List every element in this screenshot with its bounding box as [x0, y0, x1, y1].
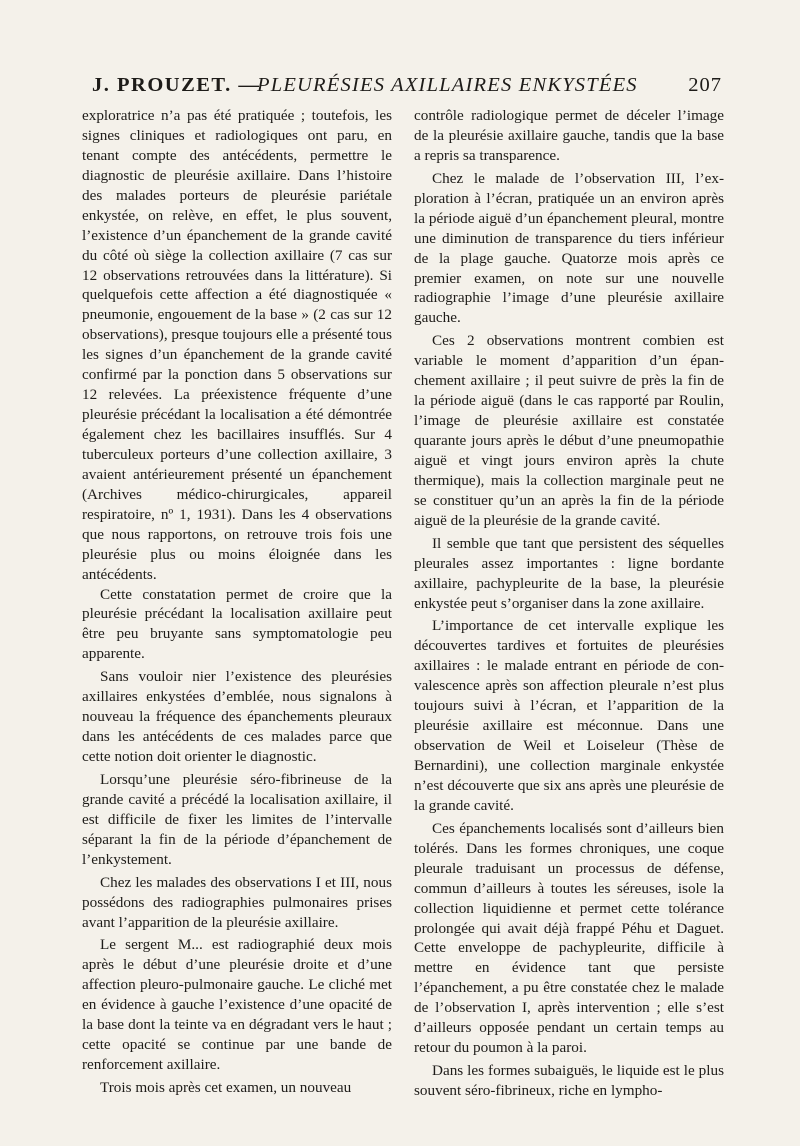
header-author: J. PROUZET. —: [92, 74, 261, 96]
paragraph: exploratrice n’a pas été pratiquée ; toutefois, les signes cliniques et radiologiques ont paru, en tenant compte des antécédents, permettre le diagnostic de pleurésie axillaire. Dans l’histoire des malades porteurs de pleurésie pariétale enkystée, on relève, en effet, le plus souvent, l’existence d’un épanchement de la grande cavité du côté où siège la collection axillaire (7 cas sur 12 observations retrouvées dans la littérature). Si quelquefois cette affection a été diagnostiquée « pneumonie, engouement de la base » (2 cas sur 12 observations), presque toujours elle a présenté tous les signes d’un épanchement de la grande cavité confirmé par la ponction dans 5 observations sur 12 relevées. La préexistence fréquente d’une pleurésie précédant la localisation a été démontrée également chez les bacillaires insufflés. Sur 4 tuberculeux porteurs d’une collection axillaire, 3 avaient antérieurement présenté un épanchement (Archives médico-chirurgicales, appareil respiratoire, nº 1, 1931). Dans les 4 observations que nous rapportons, on retrouve trois fois une pleurésie plus ou moins éloignée dans les antécédents.: [82, 107, 392, 583]
right-column: [414, 106, 724, 1101]
paragraph: Le sergent M... est radiographié deux mois après le début d’une pleurésie droite et d’une affection pleuro-pulmonaire gauche. Le cliché met en évidence à gauche l’existence d’une opacité de la base dont la teinte va en dégradant vers le haut ; cette opacité se continue par une bande de renforcement axillaire.: [82, 936, 392, 1074]
running-header: [92, 74, 722, 104]
left-column: [82, 106, 392, 1098]
paragraph: contrôle radiologique permet de déceler l’image de la pleurésie axillaire gauche, tandis que la base a repris sa transparence.: [414, 107, 724, 164]
header-title: PLEURÉSIES AXILLAIRES ENKYSTÉES: [257, 74, 638, 96]
paragraph: Chez le malade de l’observation III, l’exploration à l’écran, pratiquée un an environ après la période aiguë d’un épanchement pleural, montre une diminution de transparence du tiers inférieur de la plage gauche. Quatorze mois après ce premier examen, on note sur une nouvelle radiographie l’image d’une pleurésie axillaire gauche.: [414, 169, 724, 327]
paragraph: Dans les formes subaiguës, le liquide est le plus souvent séro-fibrineux, riche en lympho-: [414, 1062, 724, 1099]
paragraph: Lorsqu’une pleurésie séro-fibrineuse de la grande cavité a précédé la localisation axillaire, il est difficile de fixer les limites de l’intervalle séparant la fin de la période d’épanchement de l’enkystement.: [82, 770, 392, 868]
paragraph: Cette constatation permet de croire que la pleurésie précédant la localisation axillaire peut être peu bruyante sans symptomatologie peu apparente.: [82, 585, 392, 663]
paragraph: Sans vouloir nier l’existence des pleurésies axillaires enkystées d’emblée, nous signalons à nouveau la fréquence des épanchements pleuraux dans les antécédents de ces malades parce que cette notion doit orienter le diagnostic.: [82, 668, 392, 765]
paragraph: Ces épanchements localisés sont d’ailleurs bien tolérés. Dans les formes chroniques, une coque pleurale traduisant un processus de défense, commun d’ailleurs à toutes les séreuses, isole la collection liquidienne et permet cette tolérance prolongée qui avait déjà frappé Péhu et Daguet. Cette enveloppe de pachypleurite, difficile à mettre en évidence tant que persiste l’épanchement, a pu être constatée chez le malade de l’observation I, après intervention ; elle s’est d’ailleurs opposée pendant un certain temps au retour du poumon à la paroi.: [414, 819, 724, 1057]
paragraph: Trois mois après cet examen, un nouveau: [100, 1079, 352, 1096]
page-number: 207: [688, 74, 722, 96]
paragraph: L’importance de cet intervalle explique les découvertes tardives et fortuites de pleurésies axillaires : le malade entrant en période de convalescence après son affection pleurale n’est plus toujours suivi à l’écran, et l’apparition de la pleurésie axillaire est méconnue. Dans une observation de Weil et Loiseleur (Thèse de Bernardini), une collection marginale enkystée n’est découverte que six ans après une pleurésie de la grande cavité.: [414, 617, 724, 814]
paragraph: Chez les malades des observations I et III, nous possédons des radiographies pulmonaires prises avant l’apparition de la pleurésie axillaire.: [82, 873, 392, 931]
paragraph: Ces 2 observations montrent combien est variable le moment d’apparition d’un épanchement axillaire ; il peut suivre de près la fin de la période aiguë (dans le cas rapporté par Roulin, l’image de pleurésie axillaire est constatée quarante jours après le début d’une pneumopathie aiguë et vingt jours environ après la chute thermique), mais la collection marginale peut ne se constituer qu’un an après la fin de la période aiguë de la pleurésie de la grande cavité.: [414, 332, 724, 529]
paragraph: Il semble que tant que persistent des séquelles pleurales assez importantes : ligne bordante axillaire, pachypleurite de la base, la pleurésie enkystée peut s’organiser dans la zone axillaire.: [414, 534, 724, 612]
